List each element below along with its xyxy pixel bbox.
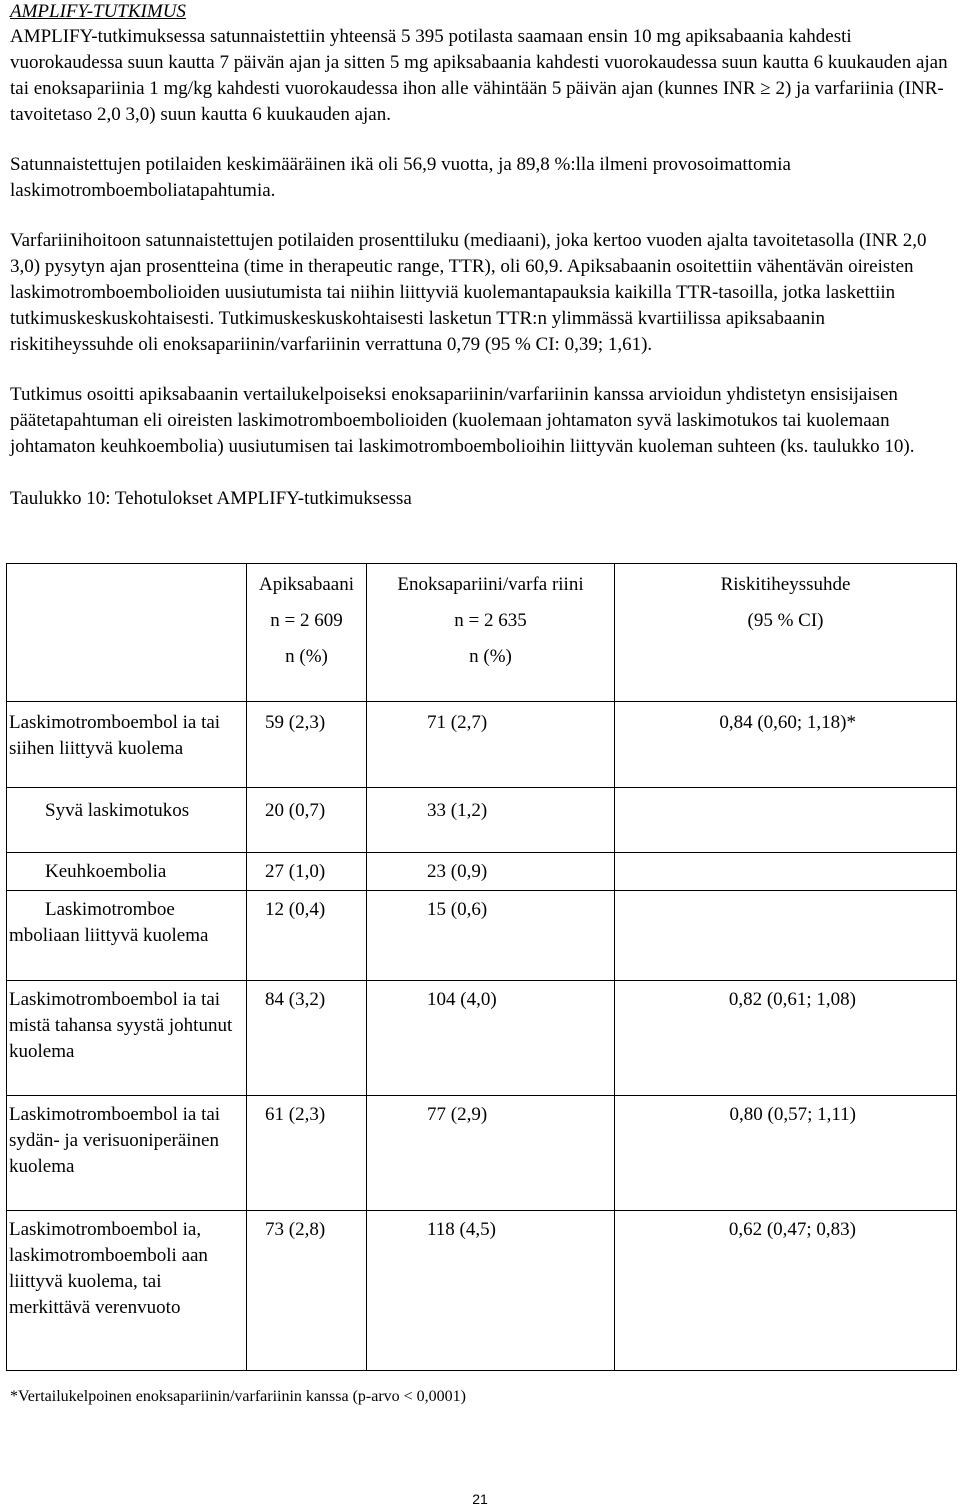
- header-hr-ci: (95 % CI): [747, 610, 824, 631]
- row-hazard-ratio-value: [615, 891, 957, 981]
- row-enoxaparin-value: 118 (4,5): [367, 1211, 615, 1371]
- efficacy-results-table: [6, 563, 957, 1371]
- header-apixaban-unit: n (%): [285, 646, 328, 667]
- table-row: [7, 1096, 957, 1211]
- header-apixaban-name: Apiksabaani: [259, 574, 354, 595]
- row-apixaban-value: 20 (0,7): [247, 788, 367, 853]
- row-apixaban-value: 12 (0,4): [247, 891, 367, 981]
- document-body: [10, 0, 950, 512]
- row-hazard-ratio-value: [615, 853, 957, 891]
- row-enoxaparin-value: 15 (0,6): [367, 891, 615, 981]
- row-enoxaparin-value: 104 (4,0): [367, 981, 615, 1096]
- header-enoxaparin-n: n = 2 635: [454, 610, 527, 631]
- header-enoxaparin: [367, 564, 615, 702]
- table-row: [7, 702, 957, 788]
- table-row: [7, 1211, 957, 1371]
- row-apixaban-value: 27 (1,0): [247, 853, 367, 891]
- table-row: [7, 853, 957, 891]
- paragraph-outcome: Tutkimus osoitti apiksabaanin vertailukelpoiseksi enoksapariinin/varfariinin kanssa arvioidun yhdistetyn ensisijaisen päätetapahtuman eli oireisten laskimotromboembolioiden (kuolemaan johtamaton syvä laskimotukos tai kuolemaan johtamaton keuhkoembolia) uusiutumisen tai laskimotromboembolioihin liittyvän kuoleman suhteen (ks. taulukko 10).: [10, 384, 915, 457]
- page-number: 21: [472, 1491, 488, 1507]
- header-apixaban: [247, 564, 367, 702]
- row-enoxaparin-value: 33 (1,2): [367, 788, 615, 853]
- row-hazard-ratio-value: 0,84 (0,60; 1,18)*: [615, 702, 957, 788]
- header-enoxaparin-unit: n (%): [469, 646, 512, 667]
- row-label: Laskimotromboembol ia tai sydän- ja verisuoniperäinen kuolema: [7, 1096, 247, 1211]
- row-apixaban-value: 73 (2,8): [247, 1211, 367, 1371]
- row-apixaban-value: 84 (3,2): [247, 981, 367, 1096]
- table-row: [7, 981, 957, 1096]
- row-apixaban-value: 61 (2,3): [247, 1096, 367, 1211]
- row-label: Laskimotromboe mboliaan liittyvä kuolema: [7, 891, 247, 981]
- row-enoxaparin-value: 71 (2,7): [367, 702, 615, 788]
- header-enoxaparin-name: Enoksapariini/varfa riini: [397, 574, 584, 595]
- row-label: Syvä laskimotukos: [7, 788, 247, 853]
- row-hazard-ratio-value: 0,80 (0,57; 1,11): [615, 1096, 957, 1211]
- table-row: [7, 788, 957, 853]
- paragraph-patient-age: Satunnaistettujen potilaiden keskimääräinen ikä oli 56,9 vuotta, ja 89,8 %:lla ilmeni provosoimattomia laskimotromboemboliatapahtumia.: [10, 154, 791, 201]
- paragraph-study-design: AMPLIFY-tutkimuksessa satunnaistettiin yhteensä 5 395 potilasta saamaan ensin 10 mg apiksabaania kahdesti vuorokaudessa suun kautta 7 päivän ajan ja sitten 5 mg apiksabaania kahdesti vuorokaudessa suun kautta 6 kuukauden ajan tai enoksapariinia 1 mg/kg kahdesti vuorokaudessa ihon alle vähintään 5 päivän ajan (kunnes INR ≥ 2) ja varfariinia (INR-tavoitetaso 2,0 3,0) suun kautta 6 kuukauden ajan.: [10, 26, 948, 125]
- header-hazard-ratio: [615, 564, 957, 702]
- table-header-row: [7, 564, 957, 702]
- row-label: Laskimotromboembol ia tai siihen liittyvä kuolema: [7, 702, 247, 788]
- table-row: [7, 891, 957, 981]
- row-apixaban-value: 59 (2,3): [247, 702, 367, 788]
- table-footnote: *Vertailukelpoinen enoksapariinin/varfariinin kanssa (p-arvo < 0,0001): [10, 1388, 466, 1405]
- table-caption: Taulukko 10: Tehotulokset AMPLIFY-tutkimuksessa: [10, 488, 412, 509]
- row-enoxaparin-value: 77 (2,9): [367, 1096, 615, 1211]
- header-empty-cell: [7, 564, 247, 702]
- row-label: Laskimotromboembol ia, laskimotromboemboli aan liittyvä kuolema, tai merkittävä verenvuoto: [7, 1211, 247, 1371]
- row-label: Keuhkoembolia: [7, 853, 247, 891]
- paragraph-ttr: Varfariinihoitoon satunnaistettujen potilaiden prosenttiluku (mediaani), joka kertoo vuoden ajalta tavoitetasolla (INR 2,0 3,0) pysytyn ajan prosentteina (time in therapeutic range, TTR), oli 60,9. Apiksabaanin osoitettiin vähentävän oireisten laskimotromboembolioiden uusiutumista tai niihin liittyviä kuolemantapauksia kaikilla TTR-tasoilla, jotka laskettiin tutkimuskeskuskohtaisesti. Tutkimuskeskuskohtaisesti lasketun TTR:n ylimmässä kvartiilissa apiksabaanin riskitiheyssuhde oli enoksapariinin/varfariinin verrattuna 0,79 (95 % CI: 0,39; 1,61).: [10, 230, 927, 355]
- row-hazard-ratio-value: 0,82 (0,61; 1,08): [615, 981, 957, 1096]
- row-label: Laskimotromboembol ia tai mistä tahansa syystä johtunut kuolema: [7, 981, 247, 1096]
- header-hr-name: Riskitiheyssuhde: [720, 574, 851, 595]
- row-enoxaparin-value: 23 (0,9): [367, 853, 615, 891]
- row-hazard-ratio-value: [615, 788, 957, 853]
- header-apixaban-n: n = 2 609: [270, 610, 343, 631]
- section-heading: AMPLIFY-TUTKIMUS: [10, 1, 186, 22]
- row-hazard-ratio-value: 0,62 (0,47; 0,83): [615, 1211, 957, 1371]
